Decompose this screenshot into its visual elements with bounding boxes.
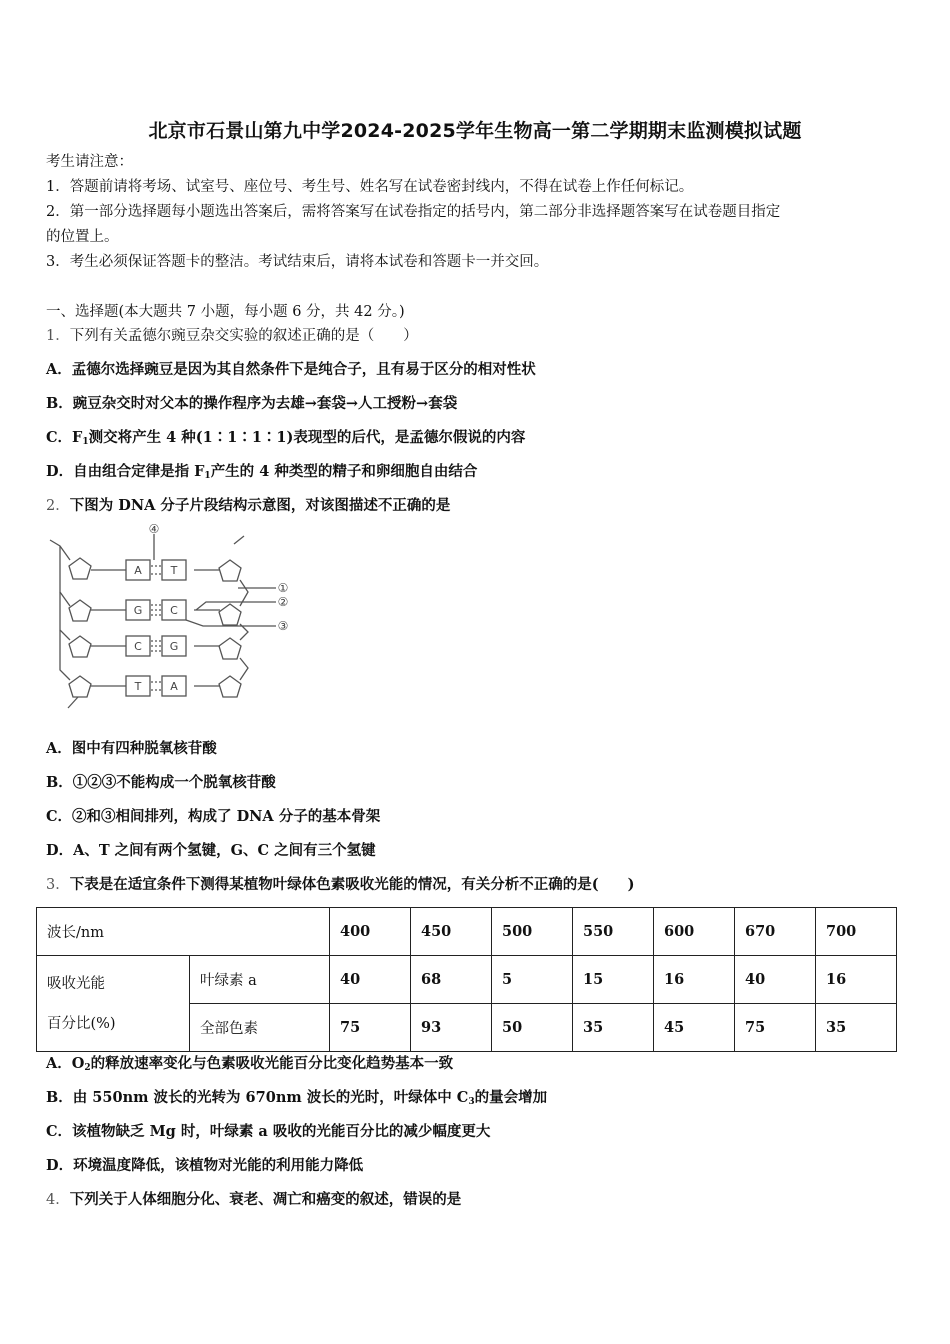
table-cell: 40: [330, 956, 411, 1004]
q3-option-a: A．$O_2$的释放速率变化与色素吸收光能百分比变化趋势基本一致: [46, 1055, 454, 1073]
table-cell: 16: [816, 956, 897, 1004]
base-A: A: [134, 564, 142, 577]
table-cell: 45: [654, 1004, 735, 1052]
q1-option-c: C．$F_1$测交将产生 4 种(1∶1∶1∶1)表现型的后代，是孟德尔假说的内容: [46, 429, 526, 447]
table-cell: 75: [330, 1004, 411, 1052]
table-cell: 35: [816, 1004, 897, 1052]
question-4: [46, 1190, 461, 1210]
table-cell: 16: [654, 956, 735, 1004]
q3-option-b: B．由 550nm 波长的光转为 670nm 波长的光时，叶绿体中 $C_3$的量会增加: [46, 1089, 548, 1107]
table-cell: 700: [816, 908, 897, 956]
question-stem: 下列有关孟德尔豌豆杂交实验的叙述正确的是（ ）: [69, 328, 418, 344]
callout-3: ③: [277, 619, 289, 633]
q3-option-c: C．该植物缺乏 Mg 时，叶绿素 a 吸收的光能百分比的减少幅度更大: [46, 1123, 491, 1140]
base-T: T: [170, 564, 178, 577]
notice-item-1: 1．答题前请将考场、试室号、座位号、考生号、姓名写在试卷密封线内，不得在试卷上作任何标记。: [46, 179, 694, 195]
base-A: A: [170, 680, 178, 693]
question-number: 2．: [46, 498, 70, 514]
header-label: 波长/nm: [37, 908, 330, 956]
q2-option-b: B．①②③不能构成一个脱氧核苷酸: [46, 774, 276, 791]
notice-item-2-cont: 的位置上。: [46, 229, 119, 245]
row-label: 全部色素: [190, 1004, 330, 1052]
table-header-row: [37, 908, 897, 956]
base-C: C: [170, 604, 178, 617]
section-heading: 一、选择题(本大题共 7 小题，每小题 6 分，共 42 分。): [46, 304, 405, 320]
table-cell: 68: [411, 956, 492, 1004]
notice-heading: 考生请注意：: [46, 154, 133, 170]
question-1: [46, 326, 418, 346]
base-T: T: [134, 680, 142, 693]
page-title: 北京市石景山第九中学2024-2025学年生物高一第二学期期末监测模拟试题: [148, 120, 802, 142]
table-cell: 550: [573, 908, 654, 956]
q1-option-b: B．豌豆杂交时对父本的操作程序为去雄→套袋→人工授粉→套袋: [46, 395, 458, 412]
table-cell: 600: [654, 908, 735, 956]
question-number: 3．: [46, 877, 70, 893]
table-cell: 75: [735, 1004, 816, 1052]
table-cell: 15: [573, 956, 654, 1004]
absorption-table: [36, 907, 897, 1052]
q2-option-d: D．A、T 之间有两个氢键，G、C 之间有三个氢键: [46, 842, 376, 859]
table-row: [37, 956, 897, 1004]
base-C: C: [134, 640, 142, 653]
q1-option-a: A．孟德尔选择豌豆是因为其自然条件下是纯合子，且有易于区分的相对性状: [46, 361, 536, 378]
table-cell: 450: [411, 908, 492, 956]
row-group-label: 吸收光能 百分比(%): [37, 956, 190, 1052]
row-label: 叶绿素 a: [190, 956, 330, 1004]
callout-1: ①: [277, 581, 289, 595]
question-number: 4．: [46, 1192, 70, 1208]
callout-4: ④: [148, 522, 160, 536]
q2-option-c: C．②和③相间排列，构成了 DNA 分子的基本骨架: [46, 808, 381, 825]
notice-item-2: 2．第一部分选择题每小题选出答案后，需将答案写在试卷指定的括号内，第二部分非选择题答案写在试卷题目指定: [46, 204, 781, 220]
table-cell: 93: [411, 1004, 492, 1052]
base-G: G: [133, 604, 143, 617]
question-number: 1．: [46, 328, 70, 344]
q2-option-a: A．图中有四种脱氧核苷酸: [46, 740, 217, 757]
q3-option-d: D．环境温度降低，该植物对光能的利用能力降低: [46, 1157, 364, 1174]
table-cell: 40: [735, 956, 816, 1004]
question-stem: 下图为 DNA 分子片段结构示意图，对该图描述不正确的是: [69, 497, 451, 514]
table-cell: 5: [492, 956, 573, 1004]
dna-structure-diagram: [38, 522, 298, 714]
table-cell: 50: [492, 1004, 573, 1052]
table-cell: 500: [492, 908, 573, 956]
notice-item-3: 3．考生必须保证答题卡的整洁。考试结束后，请将本试卷和答题卡一并交回。: [46, 254, 549, 270]
question-2: [46, 496, 450, 516]
base-G: G: [169, 640, 179, 653]
table-cell: 670: [735, 908, 816, 956]
table-cell: 35: [573, 1004, 654, 1052]
q1-option-d: D．自由组合定律是指 $F_1$产生的 4 种类型的精子和卵细胞自由结合: [46, 463, 478, 481]
question-stem: 下列关于人体细胞分化、衰老、凋亡和癌变的叙述，错误的是: [69, 1191, 462, 1208]
callout-2: ②: [277, 595, 289, 609]
question-stem: 下表是在适宜条件下测得某植物叶绿体色素吸收光能的情况，有关分析不正确的是( ): [69, 876, 635, 893]
table-cell: 400: [330, 908, 411, 956]
question-3: [46, 875, 634, 895]
